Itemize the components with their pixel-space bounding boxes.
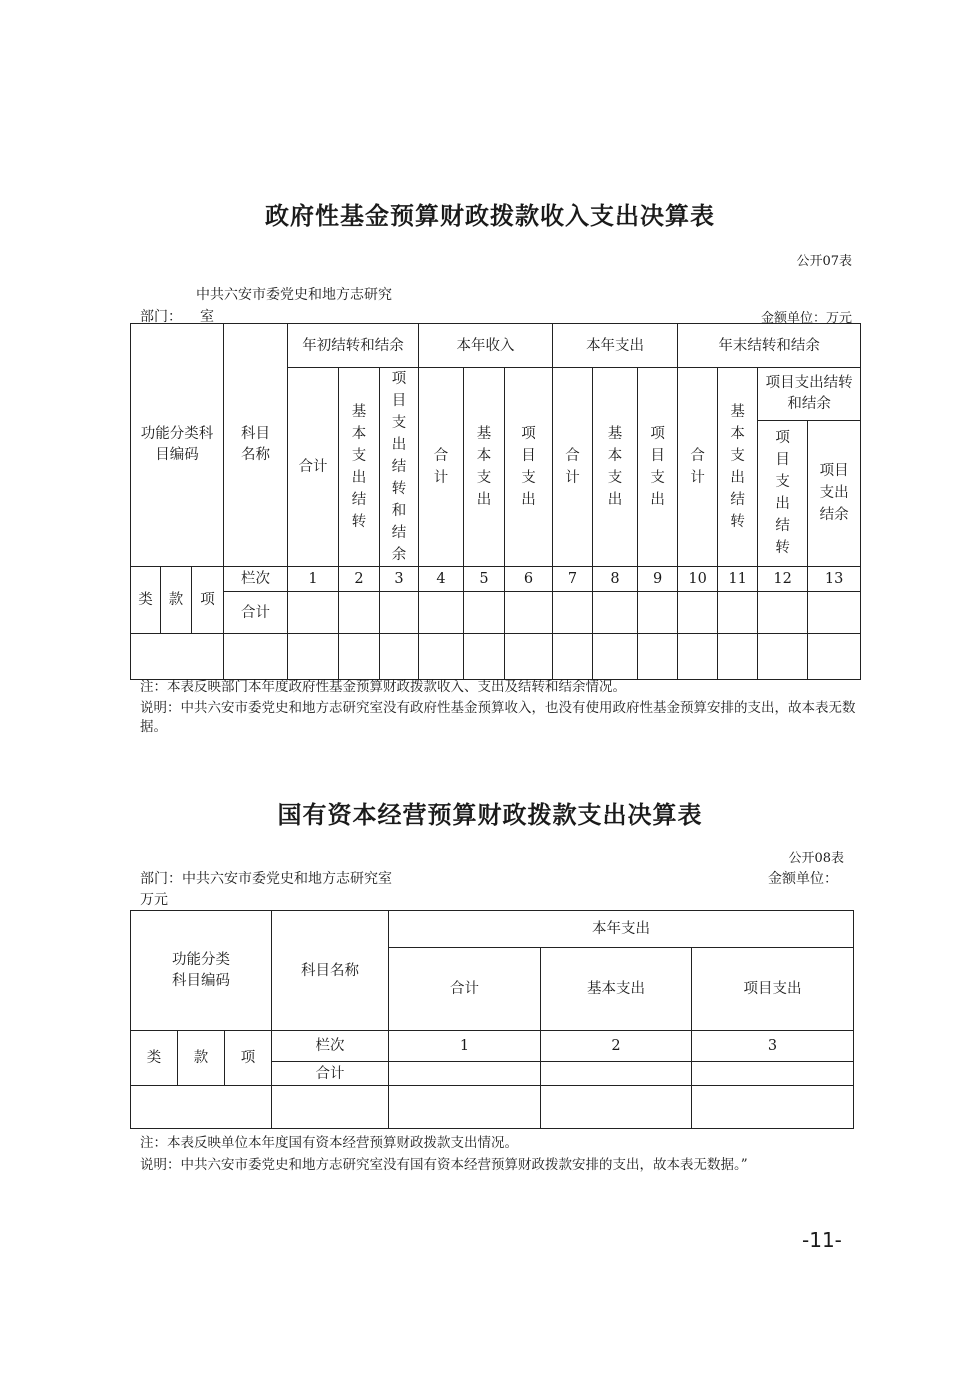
t1-cell xyxy=(505,634,553,680)
table1-explain: 说明：中共六安市委党史和地方志研究室没有政府性基金预算收入，也没有使用政府性基金预算安排的支出，故本表无数据。 xyxy=(140,700,856,735)
t1-col-total-a: 合计 xyxy=(288,368,339,567)
t1-row-lei: 类 xyxy=(131,567,161,634)
table1-code: 公开07表 xyxy=(796,254,852,269)
t1-col-proj-bal: 项目支出结余 xyxy=(808,420,861,566)
t1-col-basic-carry: 基本支出结转 xyxy=(339,368,380,567)
t2-col-proj: 项目支出 xyxy=(692,948,854,1031)
t1-cell xyxy=(718,592,758,634)
t1-cell xyxy=(638,634,678,680)
t1-colnum: 4 xyxy=(419,567,464,592)
t2-cell xyxy=(272,1086,389,1129)
t2-cell xyxy=(692,1086,854,1129)
t1-head-subject: 科目名称 xyxy=(224,324,288,567)
t1-cell xyxy=(638,592,678,634)
t1-cell xyxy=(224,634,288,680)
t1-colnum: 12 xyxy=(758,567,808,592)
table1-dept-name: 中共六安市委党史和地方志研究 xyxy=(196,287,392,303)
table2 xyxy=(130,910,854,1129)
t1-cell xyxy=(464,592,505,634)
t1-cell xyxy=(339,592,380,634)
t2-cell xyxy=(541,1086,692,1129)
t1-cell xyxy=(678,592,718,634)
t1-cell xyxy=(718,634,758,680)
t2-cell xyxy=(389,1062,541,1086)
t2-col-basic: 基本支出 xyxy=(541,948,692,1031)
t1-colnum: 1 xyxy=(288,567,339,592)
t2-colnum: 1 xyxy=(389,1031,541,1062)
t1-cell xyxy=(808,592,861,634)
t2-row-total: 合计 xyxy=(272,1062,389,1086)
table2-dept: 部门：中共六安市委党史和地方志研究室 xyxy=(140,871,392,887)
t2-row-lei: 类 xyxy=(131,1031,178,1086)
t2-row-xiang: 项 xyxy=(225,1031,272,1086)
t1-colnum: 5 xyxy=(464,567,505,592)
table2-unit-cont: 万元 xyxy=(140,892,168,908)
t2-row-lanci: 栏次 xyxy=(272,1031,389,1062)
t1-col-proj-carry: 项目支出结转 xyxy=(758,420,808,566)
t1-colnum: 2 xyxy=(339,567,380,592)
t1-colnum: 3 xyxy=(380,567,419,592)
t1-cell xyxy=(339,634,380,680)
t2-cell xyxy=(131,1086,272,1129)
t1-colnum: 13 xyxy=(808,567,861,592)
t1-cell xyxy=(553,592,593,634)
t1-cell xyxy=(593,634,638,680)
t1-colnum: 7 xyxy=(553,567,593,592)
t1-col-basic-carry-d: 基本支出结转 xyxy=(718,368,758,567)
table2-code: 公开08表 xyxy=(788,851,844,866)
t1-row-xiang: 项 xyxy=(192,567,224,634)
t1-col-proj-carry-bal: 项目支出结转和结余 xyxy=(380,368,419,567)
t2-colnum: 3 xyxy=(692,1031,854,1062)
t1-row-kuan: 款 xyxy=(161,567,192,634)
t1-col-total-d: 合计 xyxy=(678,368,718,567)
t2-cell xyxy=(692,1062,854,1086)
t1-cell xyxy=(419,634,464,680)
t1-col-proj-c: 项目支出 xyxy=(638,368,678,567)
t1-cell xyxy=(419,592,464,634)
t1-cell xyxy=(553,634,593,680)
table1-note: 注：本表反映部门本年度政府性基金预算财政拨款收入、支出及结转和结余情况。 xyxy=(140,679,626,695)
table2-title: 国有资本经营预算财政拨款支出决算表 xyxy=(277,801,703,829)
t1-head-begin: 年初结转和结余 xyxy=(288,324,419,368)
table1-title: 政府性基金预算财政拨款收入支出决算表 xyxy=(265,202,715,230)
t2-head-year: 本年支出 xyxy=(389,911,854,948)
t1-row-total: 合计 xyxy=(224,592,288,634)
t1-cell xyxy=(380,634,419,680)
t1-cell xyxy=(131,634,224,680)
t1-head-end: 年末结转和结余 xyxy=(678,324,861,368)
t1-col-proj-b: 项目支出 xyxy=(505,368,553,567)
t1-colnum: 9 xyxy=(638,567,678,592)
t1-colnum: 6 xyxy=(505,567,553,592)
t1-cell xyxy=(464,634,505,680)
t1-col-basic-c: 基本支出 xyxy=(593,368,638,567)
table2-note: 注：本表反映单位本年度国有资本经营预算财政拨款支出情况。 xyxy=(140,1135,518,1151)
t1-row-lanci: 栏次 xyxy=(224,567,288,592)
t1-head-expense: 本年支出 xyxy=(553,324,678,368)
t1-cell xyxy=(678,634,718,680)
t1-col-basic-b: 基本支出 xyxy=(464,368,505,567)
t1-colnum: 11 xyxy=(718,567,758,592)
t2-cell xyxy=(389,1086,541,1129)
t2-col-total: 合计 xyxy=(389,948,541,1031)
t1-cell xyxy=(593,592,638,634)
table2-explain: 说明：中共六安市委党史和地方志研究室没有国有资本经营预算财政拨款安排的支出，故本表无数据。” xyxy=(140,1157,748,1173)
t1-cell xyxy=(288,634,339,680)
t1-head-func: 功能分类科目编码 xyxy=(131,324,224,567)
table1-dept-label: 部门： xyxy=(140,309,182,325)
t2-head-subject: 科目名称 xyxy=(272,911,389,1031)
t1-col-total-c: 合计 xyxy=(553,368,593,567)
table1-dept-tail: 室 xyxy=(200,309,214,325)
t2-row-kuan: 款 xyxy=(178,1031,225,1086)
table1-unit: 金额单位：万元 xyxy=(760,311,852,326)
t1-colnum: 10 xyxy=(678,567,718,592)
t1-cell xyxy=(808,634,861,680)
t1-head-income: 本年收入 xyxy=(419,324,553,368)
t2-colnum: 2 xyxy=(541,1031,692,1062)
t2-cell xyxy=(541,1062,692,1086)
t1-cell xyxy=(758,592,808,634)
t2-head-func: 功能分类科目编码 xyxy=(131,911,272,1031)
t1-head-proj-sub: 项目支出结转和结余 xyxy=(758,368,861,421)
t1-col-total-b: 合计 xyxy=(419,368,464,567)
table2-unit: 金额单位： xyxy=(768,871,838,887)
table1 xyxy=(130,323,861,680)
t1-cell xyxy=(288,592,339,634)
t1-cell xyxy=(758,634,808,680)
page-number: -11- xyxy=(802,1228,842,1252)
t1-cell xyxy=(380,592,419,634)
t1-cell xyxy=(505,592,553,634)
t1-colnum: 8 xyxy=(593,567,638,592)
